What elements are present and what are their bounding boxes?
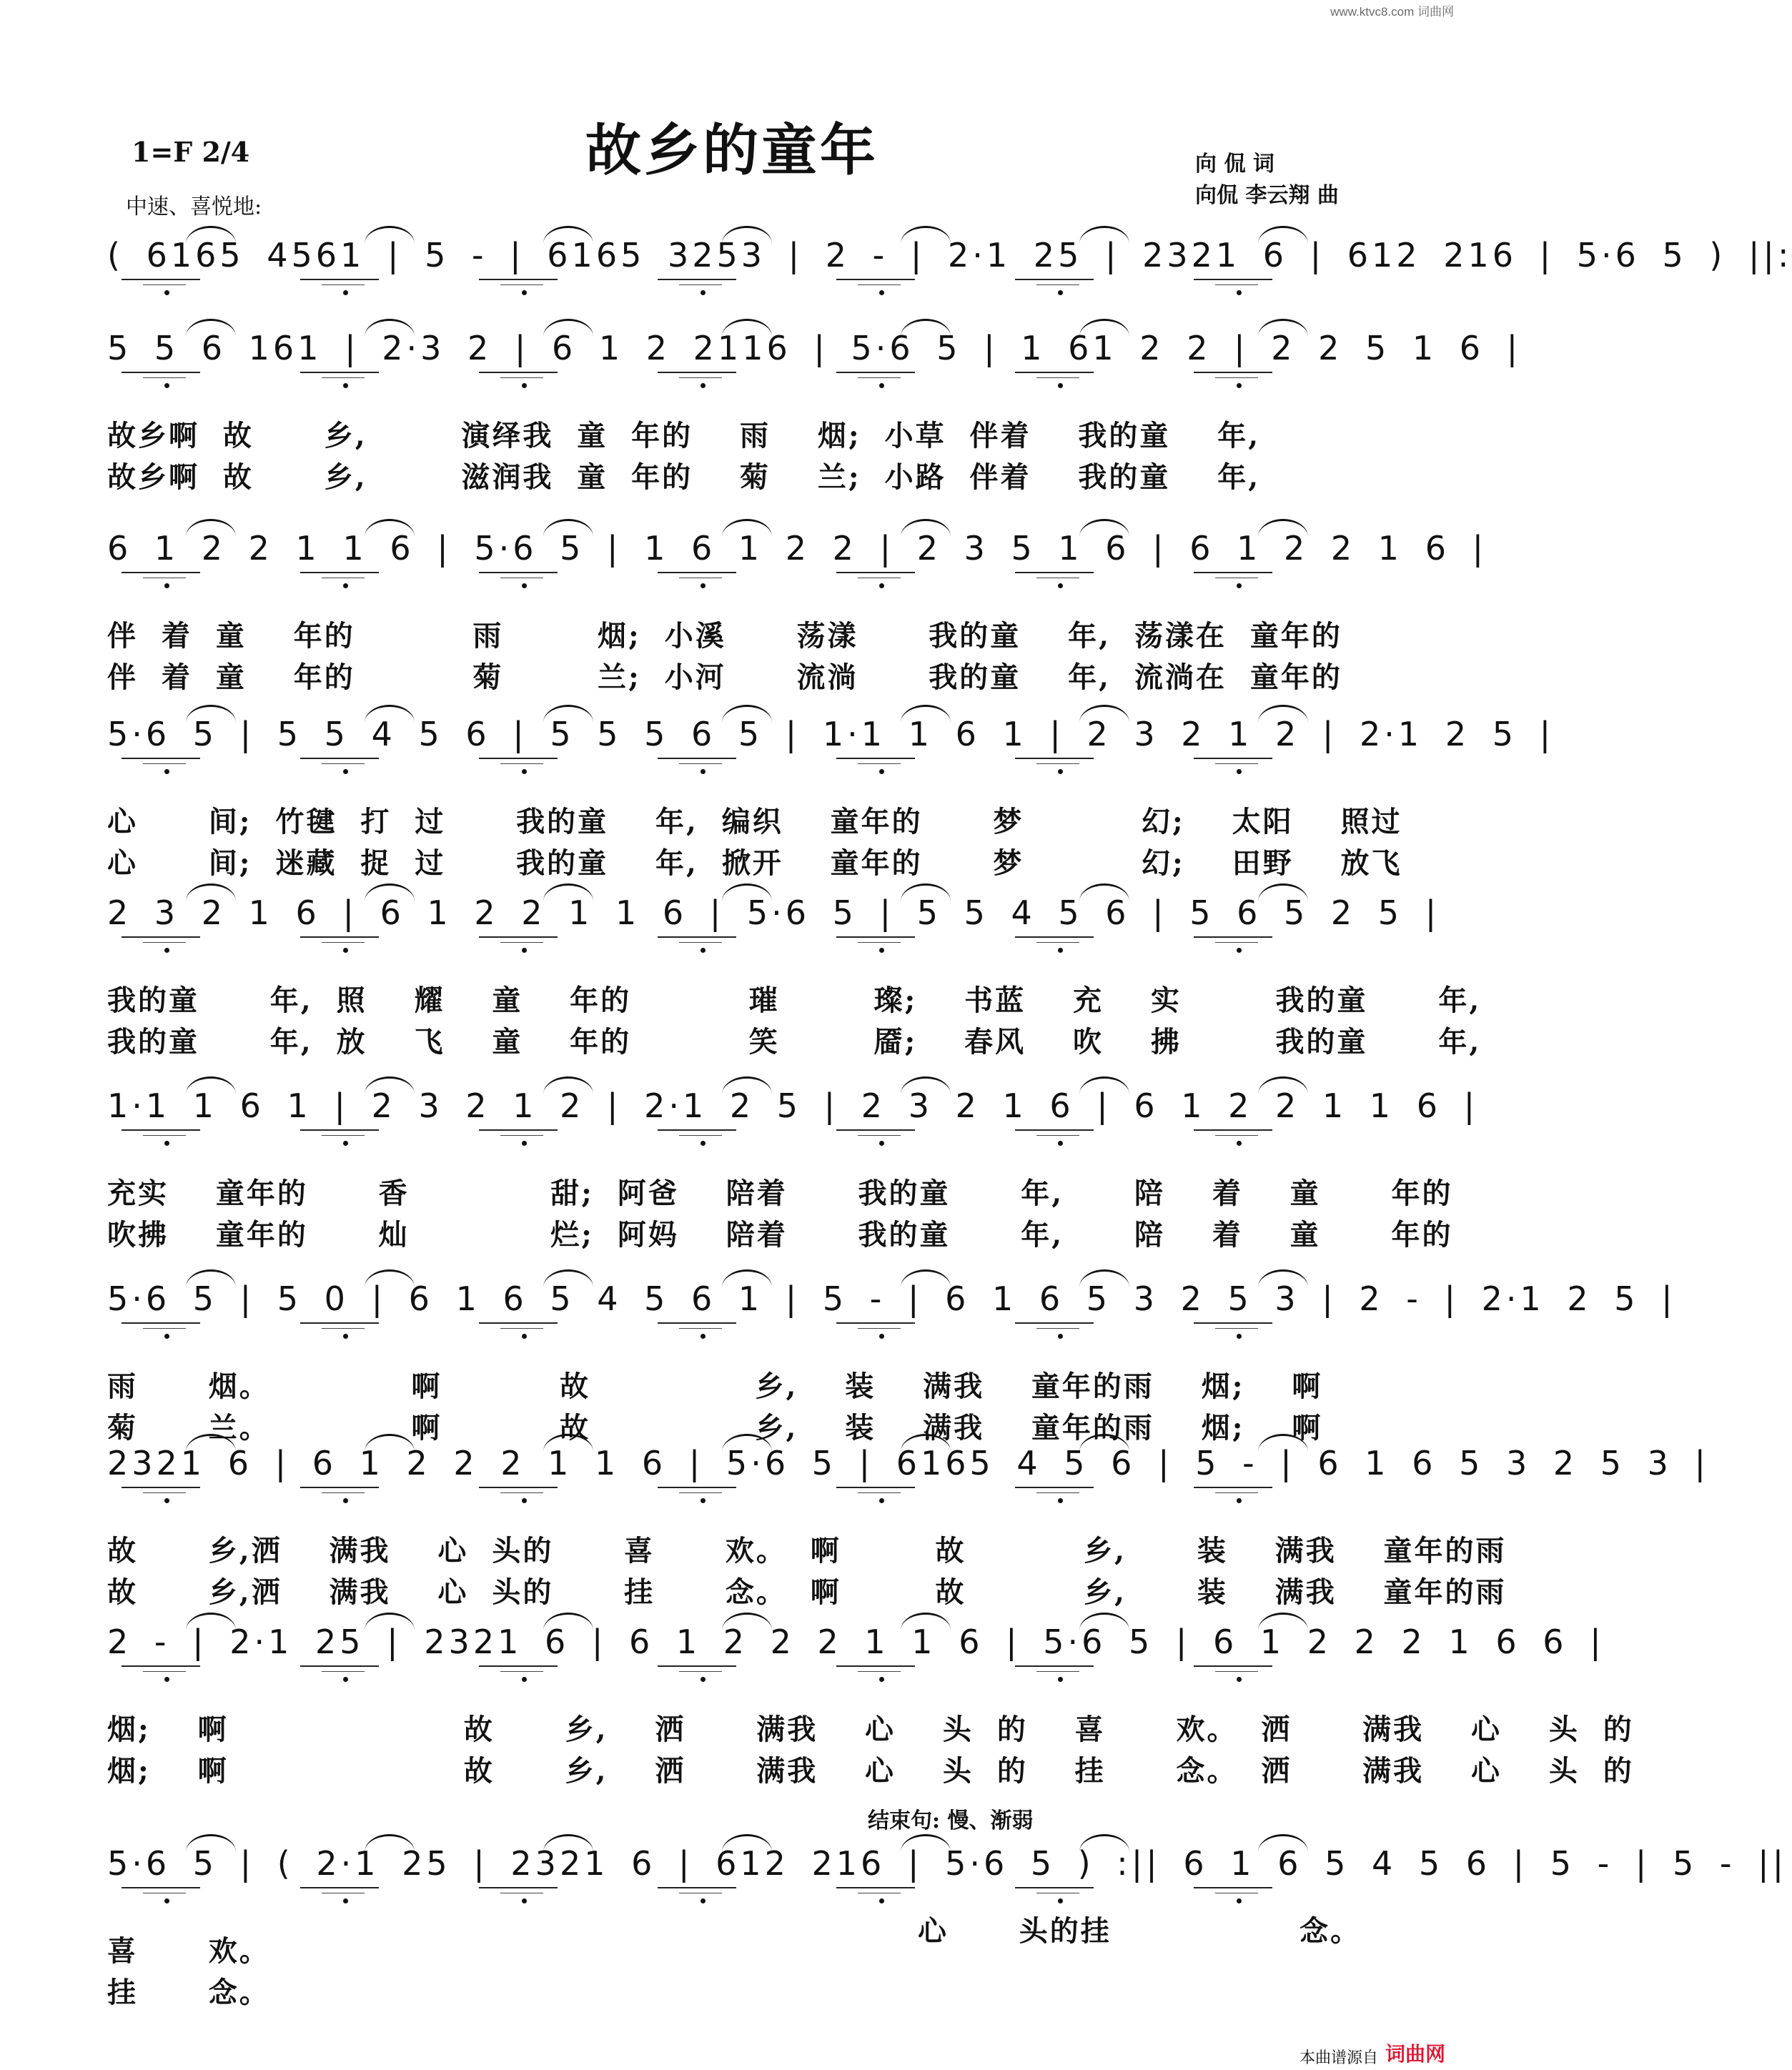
notation-row: 5·6 5 | ( 2·1 25 | 2321 6 | 612 216 | 5·6 5 ) :|| 6 1 6 5 4 5 6 | 5 - | 5 - || [107,1844,1788,1883]
slur-arc [543,519,593,537]
slur-arc [901,1834,951,1852]
octave-dot [343,1334,348,1339]
octave-dot [1058,948,1063,953]
slur-arc [1258,1834,1308,1852]
beam-line [836,1665,915,1667]
beam-line [122,936,200,938]
beam-line [836,936,915,938]
slur-arc [722,1076,772,1094]
beam-line [300,1887,379,1888]
octave-dot [701,290,706,295]
beam-line [300,279,379,280]
slur-arc [901,1269,951,1287]
slur-arc [186,1269,236,1287]
slur-arc [186,319,236,337]
octave-dot [522,1498,527,1503]
beam-line [143,1135,186,1136]
slur-arc [186,705,236,723]
notation-row: 2 - | 2·1 25 | 2321 6 | 6 1 2 2 2 1 1 6 | 5·6 5 | 6 1 2 2 2 1 6 6 | [107,1623,1605,1661]
beam-line [1194,279,1272,280]
notation-row: 6 1 2 2 1 1 6 | 5·6 5 | 1 6 1 2 2 | 2 3 5 1 6 | 6 1 2 2 1 6 | [107,529,1487,568]
beam-line [500,377,543,378]
lyrics-line-2: 烟; 啊 故 乡, 洒 满我 心 头 的 挂 念。 洒 满我 心 头 的 [107,1754,1634,1788]
beam-line [322,1671,365,1672]
beam-line [143,763,186,764]
octave-dot [164,1898,169,1903]
slur-arc [1079,1834,1129,1852]
octave-dot [1058,1677,1063,1682]
beam-line [858,1135,901,1136]
octave-dot [164,1677,169,1682]
beam-line [322,763,365,764]
beam-line [1215,1492,1258,1493]
notation-row: 5 5 6 161 | 2·3 2 | 6 1 2 2116 | 5·6 5 | 1 61 2 2 | 2 2 5 1 6 | [107,329,1522,367]
beam-line [836,1322,915,1324]
beam-line [500,763,543,764]
beam-line [300,572,379,573]
watermark: www.ktvc8.com 词曲网 [1330,5,1454,19]
octave-dot [164,948,169,953]
slur-arc [365,1076,415,1094]
beam-line [679,284,722,285]
beam-line [658,936,736,938]
beam-line [322,942,365,943]
beam-line [322,377,365,378]
lyrics-line-1: 喜 欢。 [107,1934,270,1968]
octave-dot [1237,1141,1242,1146]
beam-line [658,1129,736,1131]
beam-line [1215,1135,1258,1136]
lyrics-line-1: 故 乡,洒 满我 心 头的 喜 欢。 啊 故 乡, 装 满我 童年的雨 [107,1534,1507,1568]
octave-dot [1058,383,1063,388]
beam-line [1015,758,1094,759]
beam-line [679,377,722,378]
beam-line [479,1322,558,1324]
beam-line [122,1487,200,1488]
slur-arc [1258,226,1308,244]
beam-line [658,758,736,759]
slur-arc [722,1269,772,1287]
beam-line [658,572,736,573]
beam-line [658,1887,736,1888]
beam-line [500,1135,543,1136]
slur-arc [901,226,951,244]
beam-line [1015,1322,1094,1324]
beam-line [143,377,186,378]
slur-arc [365,1613,415,1630]
beam-line [658,1322,736,1324]
octave-dot [522,1141,527,1146]
beam-line [1036,1492,1079,1493]
beam-line [300,1129,379,1131]
beam-line [322,1135,365,1136]
beam-line [500,1671,543,1672]
beam-line [122,1887,200,1888]
slur-arc [543,226,593,244]
octave-dot [522,290,527,295]
octave-dot [879,1677,884,1682]
octave-dot [1237,1898,1242,1903]
octave-dot [164,1498,169,1503]
key-signature: 1=F 2/4 [132,136,250,168]
slur-arc [901,883,951,901]
slur-arc [365,1834,415,1852]
octave-dot [701,1677,706,1682]
octave-dot [879,948,884,953]
slur-arc [1258,1613,1308,1630]
beam-line [322,1492,365,1493]
octave-dot [164,1334,169,1339]
octave-dot [343,383,348,388]
slur-arc [1079,319,1129,337]
slur-arc [186,883,236,901]
beam-line [1215,763,1258,764]
slur-arc [543,1076,593,1094]
octave-dot [879,1141,884,1146]
beam-line [836,572,915,573]
slur-arc [365,319,415,337]
beam-line [1036,1671,1079,1672]
beam-line [1194,1129,1272,1131]
slur-arc [543,319,593,337]
beam-line [679,942,722,943]
slur-arc [543,1834,593,1852]
lyrics-line-2: 吹拂 童年的 灿 烂; 阿妈 陪着 我的童 年, 陪 着 童 年的 [107,1218,1453,1252]
beam-line [1215,1328,1258,1329]
beam-line [658,1487,736,1488]
octave-dot [343,1498,348,1503]
slur-arc [722,226,772,244]
notation-row: 5·6 5 | 5 0 | 6 1 6 5 4 5 6 1 | 5 - | 6 1 6 5 3 2 5 3 | 2 - | 2·1 2 5 | [107,1279,1676,1318]
beam-line [479,1487,558,1488]
beam-line [479,1129,558,1131]
slur-arc [901,1076,951,1094]
octave-dot [343,1141,348,1146]
slur-arc [543,1269,593,1287]
beam-line [858,763,901,764]
lyrics-line-1: 伴 着 童 年的 雨 烟; 小溪 荡漾 我的童 年, 荡漾在 童年的 [107,619,1342,653]
beam-line [1194,572,1272,573]
octave-dot [1237,1498,1242,1503]
beam-line [679,1328,722,1329]
beam-line [836,1487,915,1488]
beam-line [122,372,200,373]
slur-arc [186,519,236,537]
octave-dot [164,769,169,774]
beam-line [1015,1665,1094,1667]
beam-line [1015,1487,1094,1488]
slur-arc [722,1613,772,1630]
octave-dot [701,583,706,588]
lyrics-line-2: 故乡啊 故 乡, 滋润我 童 年的 菊 兰; 小路 伴着 我的童 年, [107,460,1261,494]
slur-arc [1079,519,1129,537]
slur-arc [901,319,951,337]
slur-arc [543,705,593,723]
beam-line [1194,1487,1272,1488]
beam-line [322,1328,365,1329]
octave-dot [701,1141,706,1146]
slur-arc [722,319,772,337]
slur-arc [1258,883,1308,901]
octave-dot [343,1898,348,1903]
beam-line [122,1322,200,1324]
beam-line [858,1492,901,1493]
octave-dot [343,1677,348,1682]
beam-line [122,1665,200,1667]
beam-line [143,942,186,943]
beam-line [500,284,543,285]
beam-line [858,284,901,285]
slur-arc [365,226,415,244]
beam-line [1036,377,1079,378]
beam-line [1036,1135,1079,1136]
octave-dot [1237,290,1242,295]
slur-arc [901,705,951,723]
beam-line [1215,284,1258,285]
slur-arc [901,1613,951,1630]
lyrics-line-2: 伴 着 童 年的 菊 兰; 小河 流淌 我的童 年, 流淌在 童年的 [107,660,1342,694]
slur-arc [722,1834,772,1852]
slur-arc [1258,519,1308,537]
slur-arc [543,1613,593,1630]
beam-line [500,1492,543,1493]
octave-dot [879,583,884,588]
slur-arc [1258,319,1308,337]
beam-line [479,572,558,573]
octave-dot [522,1334,527,1339]
beam-line [122,1129,200,1131]
lyrics-line-2: 心 间; 迷藏 捉 过 我的童 年, 掀开 童年的 梦 幻; 田野 放飞 [107,846,1402,880]
slur-arc [722,705,772,723]
octave-dot [522,769,527,774]
slur-arc [1079,1269,1129,1287]
octave-dot [1058,290,1063,295]
beam-line [1015,279,1094,280]
beam-line [479,372,558,373]
octave-dot [701,769,706,774]
beam-line [122,572,200,573]
octave-dot [164,1141,169,1146]
slur-arc [1079,1076,1129,1094]
slur-arc [186,226,236,244]
beam-line [1194,758,1272,759]
beam-line [858,1328,901,1329]
source-brand: 词曲网 [1385,2043,1446,2065]
slur-arc [722,519,772,537]
composer-credit: 向侃 李云翔 曲 [1195,183,1339,208]
slur-arc [1258,705,1308,723]
lyrics-line-1: 雨 烟。 啊 故 乡, 装 满我 童年的雨 烟; 啊 [107,1370,1323,1403]
octave-dot [343,769,348,774]
octave-dot [164,290,169,295]
beam-line [836,372,915,373]
slur-arc [1258,1076,1308,1094]
slur-arc [186,1834,236,1852]
octave-dot [879,1334,884,1339]
octave-dot [879,290,884,295]
beam-line [658,372,736,373]
lyrics-line-1: 心 间; 竹毽 打 过 我的童 年, 编织 童年的 梦 幻; 太阳 照过 [107,805,1402,838]
octave-dot [343,583,348,588]
beam-line [1015,936,1094,938]
notation-row: 2 3 2 1 6 | 6 1 2 2 1 1 6 | 5·6 5 | 5 5 4 5 6 | 5 6 5 2 5 | [107,893,1440,932]
octave-dot [701,948,706,953]
octave-dot [879,383,884,388]
octave-dot [1237,1677,1242,1682]
beam-line [479,1887,558,1888]
octave-dot [522,383,527,388]
beam-line [679,1671,722,1672]
slur-arc [722,883,772,901]
beam-line [1036,942,1079,943]
source-label: 本曲谱源自 [1300,2049,1379,2066]
beam-line [836,279,915,280]
octave-dot [522,948,527,953]
lyrics-line-1: 故乡啊 故 乡, 演绎我 童 年的 雨 烟; 小草 伴着 我的童 年, [107,419,1261,452]
beam-line [1194,936,1272,938]
slur-arc [365,705,415,723]
beam-line [322,284,365,285]
beam-line [300,936,379,938]
beam-line [143,1671,186,1672]
slur-arc [186,1076,236,1094]
octave-dot [879,769,884,774]
beam-line [1194,1665,1272,1667]
beam-line [500,1328,543,1329]
beam-line [836,1129,915,1131]
beam-line [1015,1129,1094,1131]
lyrics-line-2: 我的童 年, 放 飞 童 年的 笑 靥; 春风 吹 拂 我的童 年, [107,1025,1482,1059]
beam-line [858,1671,901,1672]
octave-dot [701,383,706,388]
ending-lyrics: 心 头的挂 念。 [918,1914,1362,1948]
octave-dot [701,1498,706,1503]
octave-dot [879,1898,884,1903]
tempo-marking: 中速、喜悦地: [126,194,262,219]
lyrics-line-2: 菊 兰。 啊 故 乡, 装 满我 童年的雨 烟; 啊 [107,1411,1323,1445]
beam-line [858,377,901,378]
beam-line [1036,284,1079,285]
octave-dot [522,1898,527,1903]
octave-dot [1058,1498,1063,1503]
beam-line [122,279,200,280]
beam-line [143,1492,186,1493]
beam-line [479,936,558,938]
beam-line [679,763,722,764]
beam-line [1194,372,1272,373]
beam-line [1036,763,1079,764]
octave-dot [1058,1141,1063,1146]
page-title: 故乡的童年 [585,118,878,183]
slur-arc [1079,1613,1129,1630]
octave-dot [343,290,348,295]
octave-dot [343,948,348,953]
beam-line [1215,377,1258,378]
octave-dot [1237,1334,1242,1339]
octave-dot [522,583,527,588]
beam-line [300,372,379,373]
beam-line [1215,942,1258,943]
beam-line [1194,1322,1272,1324]
octave-dot [1237,383,1242,388]
beam-line [479,279,558,280]
lyrics-line-1: 我的童 年, 照 耀 童 年的 璀 璨; 书蓝 充 实 我的童 年, [107,984,1482,1017]
lyrics-line-1: 充实 童年的 香 甜; 阿爸 陪着 我的童 年, 陪 着 童 年的 [107,1177,1453,1210]
notation-row: 5·6 5 | 5 5 4 5 6 | 5 5 5 6 5 | 1·1 1 6 1 | 2 3 2 1 2 | 2·1 2 5 | [107,715,1555,753]
beam-line [658,1665,736,1667]
beam-line [1194,1887,1272,1888]
octave-dot [879,1498,884,1503]
beam-line [143,284,186,285]
beam-line [858,942,901,943]
lyricist-credit: 向 侃 词 [1195,152,1274,177]
notation-row: 2321 6 | 6 1 2 2 2 1 1 6 | 5·6 5 | 6165 4 5 6 | 5 - | 6 1 6 5 3 2 5 3 | [107,1444,1710,1482]
slur-arc [1258,1269,1308,1287]
slur-arc [365,883,415,901]
beam-line [679,1135,722,1136]
beam-line [1015,572,1094,573]
octave-dot [1237,948,1242,953]
beam-line [658,279,736,280]
beam-line [479,758,558,759]
beam-line [836,1887,915,1888]
lyrics-line-1: 烟; 啊 故 乡, 洒 满我 心 头 的 喜 欢。 洒 满我 心 头 的 [107,1713,1634,1746]
slur-arc [901,519,951,537]
beam-line [1215,1671,1258,1672]
slur-arc [186,1613,236,1630]
ending-marking: 结束句: 慢、渐弱 [868,1808,1034,1833]
beam-line [479,1665,558,1667]
beam-line [679,1492,722,1493]
octave-dot [522,1677,527,1682]
beam-line [122,758,200,759]
slur-arc [1079,883,1129,901]
octave-dot [1058,583,1063,588]
octave-dot [1058,1898,1063,1903]
slur-arc [1079,226,1129,244]
notation-row: 1·1 1 6 1 | 2 3 2 1 2 | 2·1 2 5 | 2 3 2 1 6 | 6 1 2 2 1 1 6 | [107,1086,1479,1125]
slur-arc [365,1269,415,1287]
octave-dot [1058,1334,1063,1339]
beam-line [300,1665,379,1667]
octave-dot [164,583,169,588]
lyrics-line-2: 挂 念。 [107,1976,270,2009]
octave-dot [1237,769,1242,774]
beam-line [143,1328,186,1329]
beam-line [1015,372,1094,373]
beam-line [1036,1328,1079,1329]
octave-dot [701,1334,706,1339]
beam-line [300,758,379,759]
beam-line [300,1487,379,1488]
lyrics-line-2: 故 乡,洒 满我 心 头的 挂 念。 啊 故 乡, 装 满我 童年的雨 [107,1575,1507,1609]
beam-line [1015,1887,1094,1888]
beam-line [300,1322,379,1324]
slur-arc [543,883,593,901]
slur-arc [1079,705,1129,723]
slur-arc [365,519,415,537]
notation-row: ( 6165 4561 | 5 - | 6165 3253 | 2 - | 2·1 25 | 2321 6 | 612 216 | 5·6 5 ) ||: [107,236,1792,274]
beam-line [836,758,915,759]
octave-dot [1058,769,1063,774]
beam-line [500,942,543,943]
octave-dot [701,1898,706,1903]
octave-dot [164,383,169,388]
octave-dot [1237,583,1242,588]
